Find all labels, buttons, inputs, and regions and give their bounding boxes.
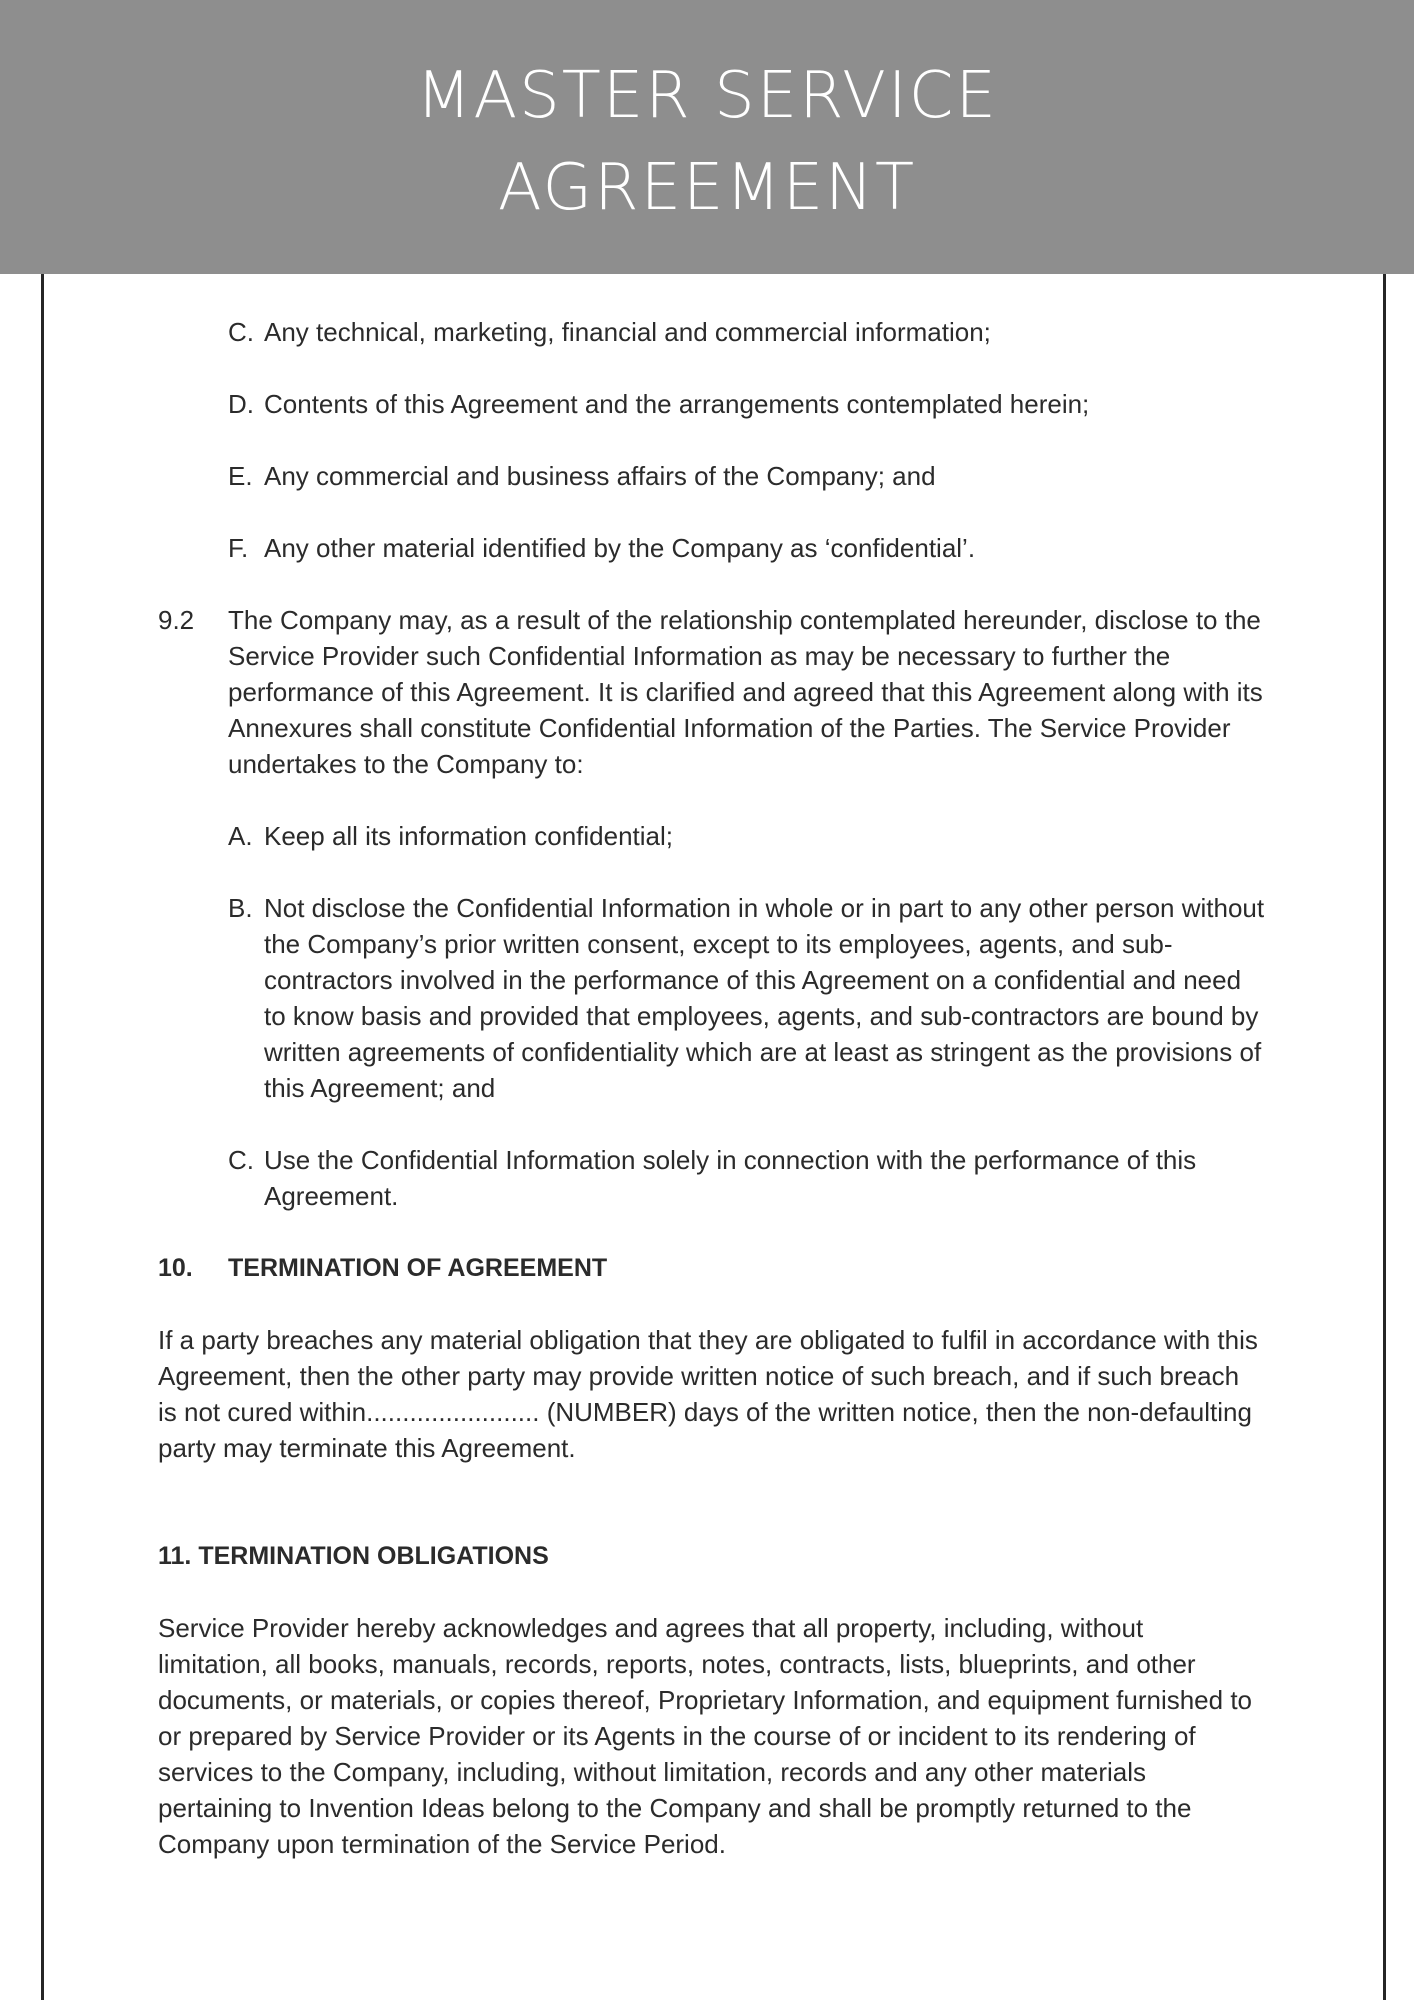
section-title: 11. TERMINATION OBLIGATIONS [158,1542,549,1570]
list-item [228,1142,1268,1214]
list-item-text: Any technical, marketing, financial and commercial information; [264,317,991,347]
section-body: If a party breaches any material obligation that they are obligated to fulfil in accordance with this Agreement, then the other party may provide written notice of such breach, and if such breach is not cured within........................ (NUMBER) days of the written notice, then the non-defaulting party may terminate this Agreement. [158,1325,1258,1463]
list-item [228,890,1268,1106]
list-item-letter: F. [228,533,249,563]
list-item-text: Any other material identified by the Company as ‘confidential’. [264,533,976,563]
clause-9-2 [158,602,1288,782]
list-item [228,530,1278,566]
list-item-text: Contents of this Agreement and the arrangements contemplated herein; [264,389,1090,419]
list-item-text: Not disclose the Confidential Information in whole or in part to any other person without the Company’s prior written consent, except to its employees, agents, and sub-contractors involved in the performance of this Agreement on a confidential and need to know basis and provided that employees, agents, and sub-contractors are bound by written agreements of confidentiality which are at least as stringent as the provisions of this Agreement; and [264,893,1265,1103]
section-body: Service Provider hereby acknowledges and agrees that all property, including, without limitation, all books, manuals, records, reports, notes, contracts, lists, blueprints, and other documents, or materials, or copies thereof, Proprietary Information, and equipment furnished to or prepared by Service Provider or its Agents in the course of or incident to its rendering of services to the Company, including, without limitation, records and any other materials pertaining to Invention Ideas belong to the Company and shall be promptly returned to the Company upon termination of the Service Period. [158,1613,1253,1859]
list-item-letter: D. [228,389,254,419]
list-item-letter: A. [228,821,253,851]
clause-text: The Company may, as a result of the relationship contemplated hereunder, disclose to the Service Provider such Confidential Information as may be necessary to further the performance of this Agreement. It is clarified and agreed that this Agreement along with its Annexures shall constitute Confidential Information of the Parties. The Service Provider undertakes to the Company to: [228,605,1263,779]
list-item-text: Any commercial and business affairs of the Company; and [264,461,936,491]
list-item-letter: C. [228,1145,254,1175]
document-title-line2: AGREEMENT [497,151,917,225]
list-item [228,314,1278,350]
list-item-letter: B. [228,893,253,923]
section-heading [158,1250,607,1286]
section-heading [158,1538,549,1574]
list-item-letter: E. [228,461,253,491]
list-item-text: Keep all its information confidential; [264,821,674,851]
list-item [228,458,1278,494]
section-title: TERMINATION OF AGREEMENT [228,1254,608,1282]
document-title-line1: MASTER SERVICE [416,59,998,133]
list-item [228,386,1278,422]
list-item-letter: C. [228,317,254,347]
clause-number: 9.2 [158,605,195,635]
section-number: 10. [158,1254,193,1282]
list-item [228,818,1278,854]
list-item-text: Use the Confidential Information solely in connection with the performance of this Agreement. [264,1145,1197,1211]
